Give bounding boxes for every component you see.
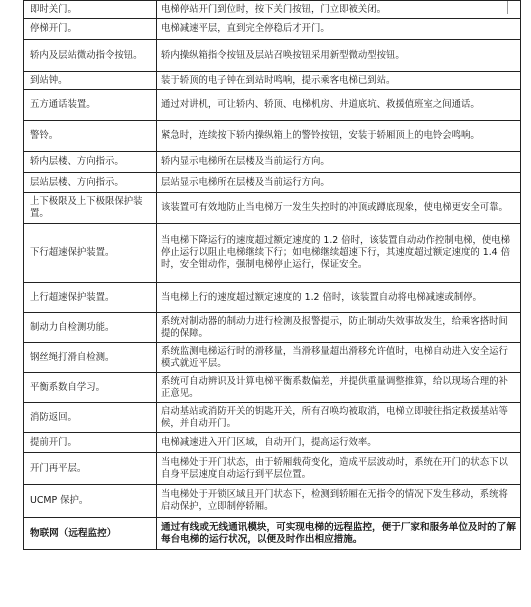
- feature-description-cell: 装于轿顶的电子钟在到站时鸣响，提示乘客电梯已到站。: [157, 72, 521, 90]
- feature-description-cell: 电梯减速进入开门区域，自动开门，提高运行效率。: [157, 433, 521, 453]
- feature-description-cell: 通过有线或无线通讯模块，可实现电梯的远程监控，便于厂家和服务单位及时的了解每台电梯的运行状况，以便及时作出相应措施。: [157, 518, 521, 550]
- feature-name-cell: 五方通话装置。: [24, 90, 157, 121]
- table-row: [24, 224, 521, 283]
- table-row: [24, 173, 521, 193]
- table-row: [24, 193, 521, 224]
- table-row: [24, 121, 521, 152]
- feature-name-cell: 提前开门。: [24, 433, 157, 453]
- feature-description-cell: 当电梯处于开门状态，由于轿厢载荷变化，造成平层波动时，系统在开门的状态下以自身平层速度自动运行到平层位置。: [157, 453, 521, 485]
- feature-description-cell: 当电梯下降运行的速度超过额定速度的 1.2 倍时，该装置自动动作控制电梯，使电梯停止运行以阻止电梯继续下行；如电梯继续超速下行，其速度超过额定速度的 1.4 倍时，安全钳动作，强制电梯停止运行，保证安全。: [157, 224, 521, 283]
- feature-description-cell: 电梯停站开门到位时，按下关门按钮，门立即被关闭。: [157, 1, 521, 19]
- feature-name-cell: 物联网（远程监控）: [24, 518, 157, 550]
- table-row: [24, 518, 521, 550]
- table-row: [24, 373, 521, 403]
- table-row: [24, 72, 521, 90]
- feature-description-cell: 系统对制动器的制动力进行检测及报警提示，防止制动失效事故发生，给乘客搭时间提的保障。: [157, 313, 521, 343]
- feature-description-cell: 轿内操纵箱指令按钮及层站召唤按钮采用新型微动型按钮。: [157, 40, 521, 72]
- table-row: [24, 453, 521, 485]
- feature-description-cell: 当电梯处于开锁区域且开门状态下，检测到轿厢在无指令的情况下发生移动，系统将启动保护，立即制停轿厢。: [157, 485, 521, 518]
- table-row: [24, 152, 521, 173]
- feature-name-cell: 层站层楼、方向指示。: [24, 173, 157, 193]
- feature-description-cell: 当电梯上行的速度超过额定速度的 1.2 倍时，该装置自动将电梯减速或制停。: [157, 283, 521, 313]
- feature-description-cell: 系统监测电梯运行时的滑移量，当滑移量超出滑移允许值时，电梯自动进入安全运行模式就近平层。: [157, 343, 521, 373]
- feature-name-cell: 制动力自检测功能。: [24, 313, 157, 343]
- feature-name-cell: 即时关门。: [24, 1, 157, 19]
- feature-name-cell: 上下极限及上下极限保护装置。: [24, 193, 157, 224]
- feature-name-cell: 警铃。: [24, 121, 157, 152]
- table-row: [24, 40, 521, 72]
- table-row: [24, 1, 521, 19]
- table-row: [24, 433, 521, 453]
- feature-name-cell: 轿内层楼、方向指示。: [24, 152, 157, 173]
- feature-description-cell: 紧急时，连续按下轿内操纵箱上的警铃按钮，安装于轿厢顶上的电铃会鸣响。: [157, 121, 521, 152]
- table-body: [24, 1, 521, 550]
- feature-name-cell: 开门再平层。: [24, 453, 157, 485]
- feature-name-cell: 轿内及层站微动指令按钮。: [24, 40, 157, 72]
- feature-name-cell: 平衡系数自学习。: [24, 373, 157, 403]
- feature-name-cell: 钢丝绳打滑自检测。: [24, 343, 157, 373]
- table-row: [24, 283, 521, 313]
- feature-description-cell: 电梯减速平层，直到完全停稳后才开门。: [157, 19, 521, 40]
- table-row: [24, 19, 521, 40]
- feature-description-cell: 系统可自动辨识及计算电梯平衡系数偏差，并提供重量调整推算，给以现场合理的补正意见。: [157, 373, 521, 403]
- table-row: [24, 343, 521, 373]
- table-row: [24, 403, 521, 433]
- feature-description-cell: 轿内显示电梯所在层楼及当前运行方向。: [157, 152, 521, 173]
- feature-name-cell: 上行超速保护装置。: [24, 283, 157, 313]
- feature-name-cell: 下行超速保护装置。: [24, 224, 157, 283]
- feature-description-cell: 启动基站或消防开关的钥匙开关，所有召唤均被取消，电梯立即驶往指定救援基站等候，并自动开门。: [157, 403, 521, 433]
- feature-name-cell: UCMP 保护。: [24, 485, 157, 518]
- feature-description-cell: 层站显示电梯所在层楼及当前运行方向。: [157, 173, 521, 193]
- feature-description-cell: 该装置可有效地防止当电梯万一发生失控时的冲顶或蹲底现象，使电梯更安全可靠。: [157, 193, 521, 224]
- table-row: [24, 313, 521, 343]
- feature-description-cell: 通过对讲机，可让轿内、轿顶、电梯机房、井道底坑、救援值班室之间通话。: [157, 90, 521, 121]
- elevator-feature-table: [23, 0, 521, 550]
- feature-name-cell: 停梯开门。: [24, 19, 157, 40]
- table-row: [24, 485, 521, 518]
- feature-name-cell: 到站钟。: [24, 72, 157, 90]
- feature-name-cell: 消防返回。: [24, 403, 157, 433]
- table-row: [24, 90, 521, 121]
